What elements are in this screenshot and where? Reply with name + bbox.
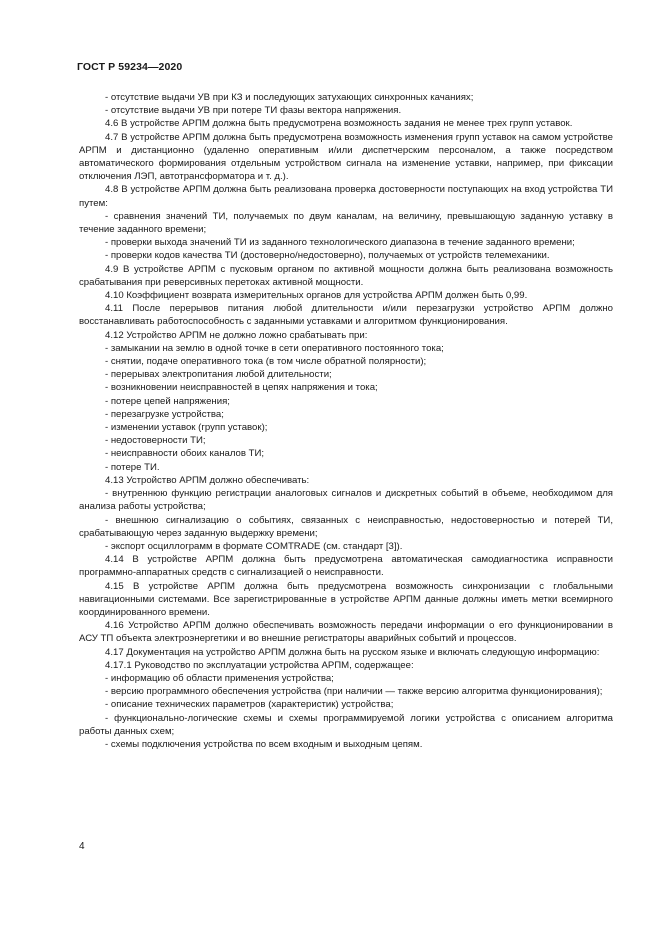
list-item: - экспорт осциллограмм в формате COMTRADE (см. стандарт [3]). xyxy=(105,540,403,552)
clause-4-7: 4.7 В устройстве АРПМ должна быть предусмотрена возможность изменения групп уставок на самом устройстве АРПМ и дистанционно (удаленно оперативным и/или диспетчерским персоналом, а также посредством автоматического формирования отдельным устройством сигнала на изменение уставки, например, при фиксации отключения ЛЭП, автотрансформатора и т. д.). xyxy=(79,131,613,183)
list-item: - описание технических параметров (характеристик) устройства; xyxy=(105,699,394,711)
list-item: - внутреннюю функцию регистрации аналоговых сигналов и дискретных событий в объеме, необходимом для анализа работы устройства; xyxy=(79,488,613,513)
list-item: - недостоверности ТИ; xyxy=(105,435,206,447)
clause-4-9: 4.9 В устройстве АРПМ с пусковым органом по активной мощности должна быть реализована возможность срабатывания при реверсивных перетоках активной мощности. xyxy=(79,263,613,288)
list-item: - версию программного обеспечения устройства (при наличии — также версию алгоритма функционирования); xyxy=(105,686,603,698)
list-item: - возникновении неисправностей в цепях напряжения и тока; xyxy=(105,382,378,394)
list-item: - отсутствие выдачи УВ при потере ТИ фазы вектора напряжения. xyxy=(105,105,402,117)
list-item: - сравнения значений ТИ, получаемых по двум каналам, на величину, превышающую заданную уставку в течение заданного времени; xyxy=(79,210,613,236)
list-item: - перезагрузке устройства; xyxy=(105,408,224,420)
list-item: - изменении уставок (групп уставок); xyxy=(105,422,268,434)
list-item: - перерывах электропитания любой длительности; xyxy=(105,369,332,381)
clause-4-17: 4.17 Документация на устройство АРПМ должна быть на русском языке и включать следующую информацию: xyxy=(105,646,600,658)
list-item: - функционально-логические схемы и схемы программируемой логики устройства с описанием алгоритма работы данных схем; xyxy=(79,712,613,737)
list-item: - потере ТИ. xyxy=(105,461,160,473)
clause-4-12: 4.12 Устройство АРПМ не должно ложно срабатывать при: xyxy=(105,329,368,341)
list-item: - схемы подключения устройства по всем входным и выходным цепям. xyxy=(105,738,423,750)
page-number: 4 xyxy=(79,841,85,852)
document-body xyxy=(79,91,613,751)
list-item: - внешнюю сигнализацию о событиях, связанных с неисправностью, недостоверностью и потерей ТИ, срабатывающую через заданную выдержку времени; xyxy=(79,514,613,539)
clause-4-16: 4.16 Устройство АРПМ должно обеспечивать возможность передачи информации о его функционировании в АСУ ТП объекта электроэнергетики и во внешние регистраторы аварийных событий и процессов. xyxy=(79,620,613,645)
clause-4-13: 4.13 Устройство АРПМ должно обеспечивать: xyxy=(105,474,310,486)
list-item: - информацию об области применения устройства; xyxy=(105,672,334,684)
list-item: - проверки выхода значений ТИ из заданного технологического диапазона в течение заданного времени; xyxy=(105,237,575,249)
list-item: - замыкании на землю в одной точке в сети оперативного постоянного тока; xyxy=(105,342,444,354)
list-item: - проверки кодов качества ТИ (достоверно/недостоверно), получаемых от устройств телемеханики. xyxy=(105,250,550,262)
clause-4-11: 4.11 После перерывов питания любой длительности и/или перезагрузки устройство АРПМ должно восстанавливать работоспособность с заданными уставками и алгоритмом функционирования. xyxy=(79,303,613,328)
clause-4-10: 4.10 Коэффициент возврата измерительных органов для устройства АРПМ должен быть 0,99. xyxy=(105,290,528,302)
clause-4-14: 4.14 В устройстве АРПМ должна быть предусмотрена автоматическая самодиагностика исправности программно-аппаратных средств с сигнализацией о неисправности. xyxy=(79,554,613,579)
clause-4-6: 4.6 В устройстве АРПМ должна быть предусмотрена возможность задания не менее трех групп уставок. xyxy=(105,118,573,130)
list-item: - неисправности обоих каналов ТИ; xyxy=(105,448,265,460)
list-item: - отсутствие выдачи УВ при КЗ и последующих затухающих синхронных качаниях; xyxy=(105,92,474,103)
clause-4-15: 4.15 В устройстве АРПМ должна быть предусмотрена возможность синхронизации с глобальными навигационными системами. Все зарегистрированные в устройстве АРПМ данные должны иметь метки всемирного координированного времени. xyxy=(79,580,613,618)
clause-4-17-1: 4.17.1 Руководство по эксплуатации устройства АРПМ, содержащее: xyxy=(105,659,414,671)
list-item: - потере цепей напряжения; xyxy=(105,395,230,407)
clause-4-8: 4.8 В устройстве АРПМ должна быть реализована проверка достоверности поступающих на вход устройства ТИ путем: xyxy=(79,184,613,209)
standard-header: ГОСТ Р 59234—2020 xyxy=(77,61,183,73)
list-item: - снятии, подаче оперативного тока (в том числе обратной полярности); xyxy=(105,356,427,368)
